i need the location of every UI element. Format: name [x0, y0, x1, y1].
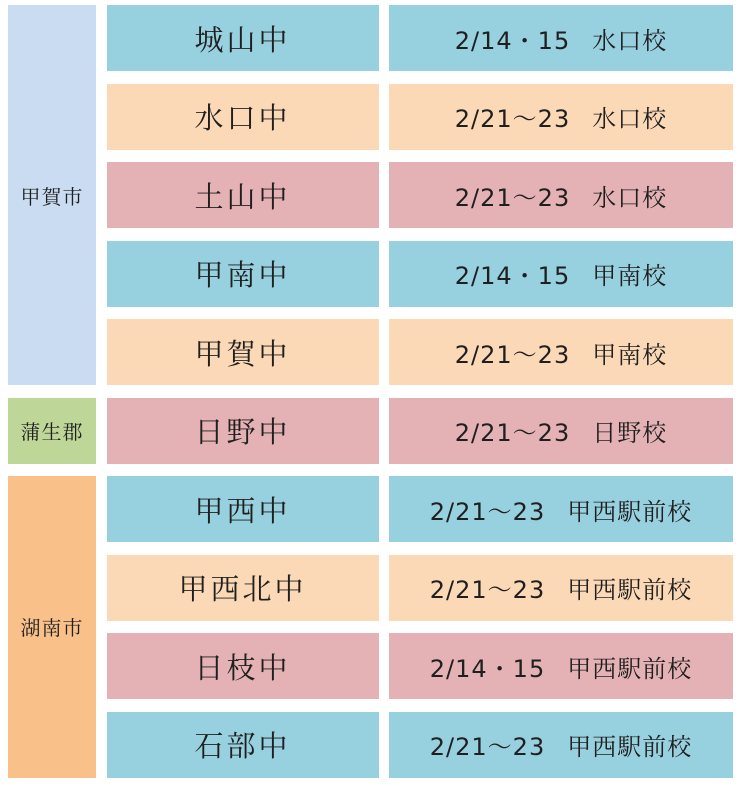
schedule-cell — [389, 5, 733, 71]
schedule-location: 甲西駅前校 — [567, 576, 693, 604]
schedule-location: 甲西駅前校 — [567, 733, 693, 761]
school-name: 土山中 — [194, 179, 291, 214]
school-name: 石部中 — [194, 729, 291, 763]
school-name: 城山中 — [194, 22, 291, 57]
schedule-cell — [389, 319, 733, 385]
region-cell-gamo — [8, 398, 96, 464]
schedule-cell — [389, 633, 733, 699]
school-cell — [107, 241, 379, 307]
schedule-cell — [389, 398, 733, 464]
schedule-location: 水口校 — [592, 105, 668, 133]
schedule-location: 水口校 — [592, 26, 668, 55]
school-name: 甲南中 — [194, 258, 291, 292]
schedule-cell — [389, 84, 733, 150]
school-name: 甲西中 — [194, 493, 291, 528]
schedule-date: 2/21～23 — [454, 340, 571, 369]
region-label: 湖南市 — [20, 616, 84, 641]
region-cell-konan — [8, 476, 96, 778]
school-cell — [107, 162, 379, 228]
school-cell — [107, 633, 379, 699]
schedule-date: 2/14・15 — [454, 262, 571, 290]
school-cell — [107, 319, 379, 385]
school-cell — [107, 398, 379, 464]
school-name: 甲賀中 — [194, 336, 291, 371]
school-name: 水口中 — [194, 101, 291, 135]
schedule-location: 日野校 — [592, 419, 668, 447]
schedule-cell — [389, 241, 733, 307]
schedule-location: 甲南校 — [592, 262, 668, 290]
school-name: 日枝中 — [194, 650, 291, 685]
region-label: 甲賀市 — [20, 184, 84, 209]
schedule-date: 2/21～23 — [454, 419, 571, 447]
school-name: 日野中 — [194, 415, 291, 449]
schedule-date: 2/21～23 — [429, 576, 546, 604]
schedule-location: 水口校 — [592, 183, 668, 212]
school-name: 甲西北中 — [178, 572, 307, 606]
region-label: 蒲生郡 — [20, 420, 84, 444]
school-cell — [107, 5, 379, 71]
schedule-location: 甲西駅前校 — [567, 497, 693, 526]
schedule-location: 甲西駅前校 — [567, 654, 693, 683]
schedule-cell — [389, 162, 733, 228]
schedule-date: 2/21～23 — [429, 733, 546, 761]
school-cell — [107, 84, 379, 150]
schedule-cell — [389, 476, 733, 542]
schedule-date: 2/21～23 — [454, 183, 571, 212]
schedule-date: 2/21～23 — [429, 497, 546, 526]
schedule-location: 甲南校 — [592, 340, 668, 369]
schedule-date: 2/21～23 — [454, 105, 571, 133]
school-cell — [107, 555, 379, 621]
schedule-cell — [389, 712, 733, 778]
schedule-cell — [389, 555, 733, 621]
schedule-date: 2/14・15 — [454, 26, 571, 55]
school-cell — [107, 476, 379, 542]
schedule-date: 2/14・15 — [429, 654, 546, 683]
region-cell-koka — [8, 5, 96, 385]
school-cell — [107, 712, 379, 778]
